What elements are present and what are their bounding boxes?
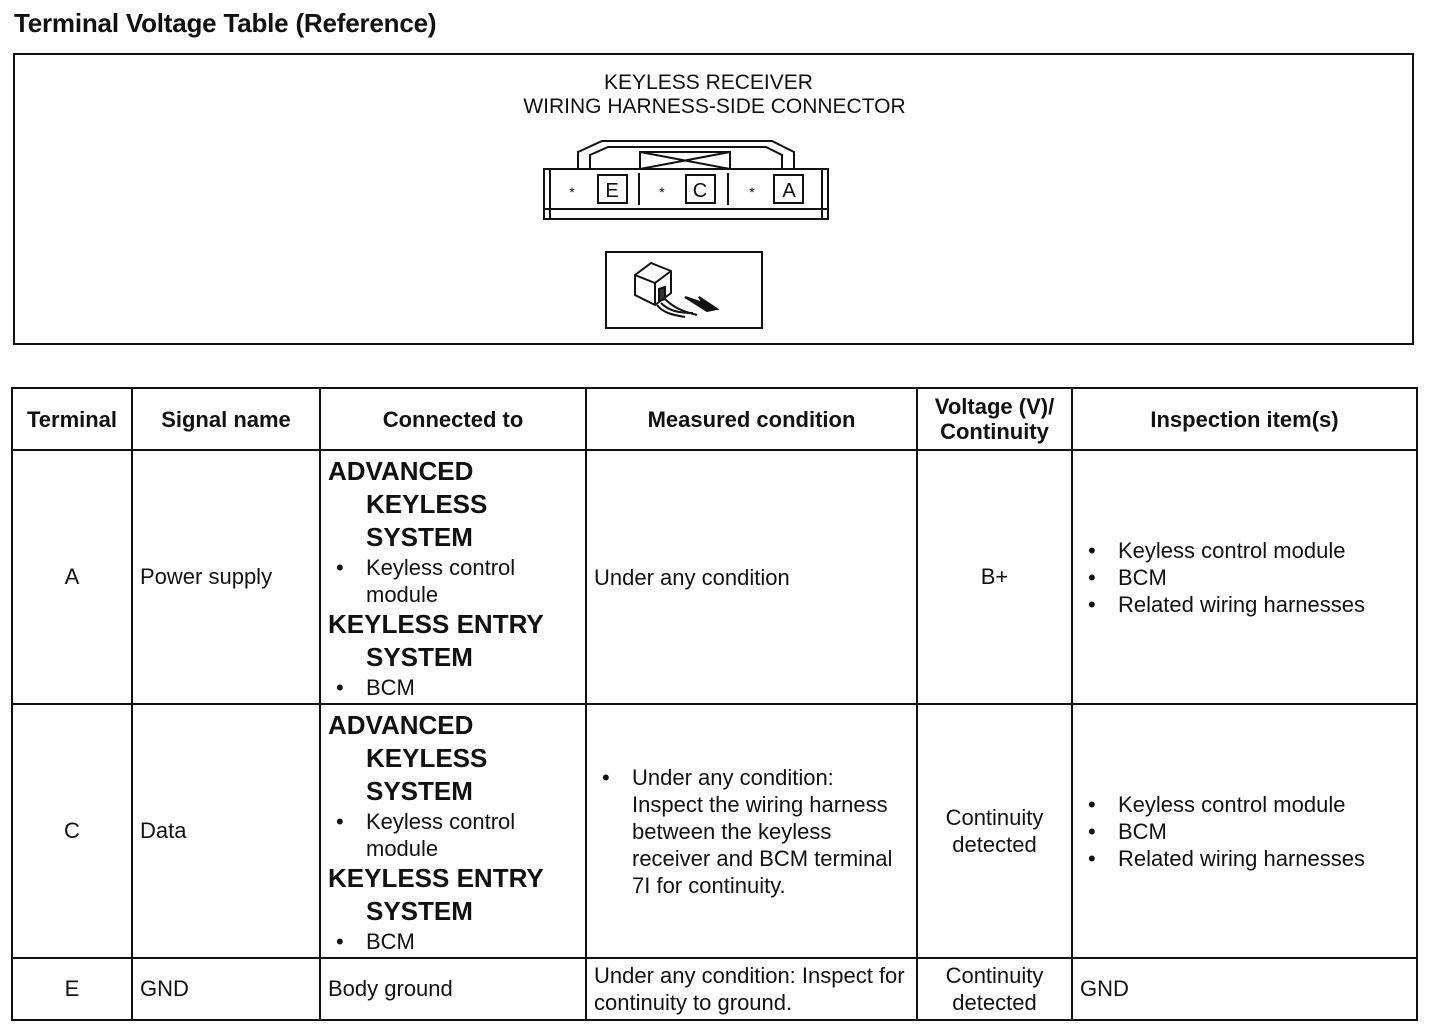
list-item: • Keyless control module <box>1080 791 1409 818</box>
header-inspection-items: Inspection item(s) <box>1072 388 1417 450</box>
header-measured-condition: Measured condition <box>586 388 917 450</box>
system-name: KEYLESS ENTRY SYSTEM <box>328 863 544 926</box>
list-item: • Under any condition: Inspect the wiring harness between the keyless receiver and BCM terminal 7I for continuity. <box>594 764 909 899</box>
pin-blank-1: * <box>569 184 575 200</box>
terminal-cell: A <box>12 450 132 704</box>
connected-cell <box>320 450 586 704</box>
condition-cell: Under any condition: Inspect for continuity to ground. <box>586 958 917 1020</box>
header-connected-to: Connected to <box>320 388 586 450</box>
connector-title-line1: KEYLESS RECEIVER <box>604 71 813 94</box>
signal-cell: Data <box>132 704 320 958</box>
table-row <box>12 450 1417 704</box>
pin-a: A <box>782 180 796 202</box>
value-cell: Continuity detected <box>917 704 1072 958</box>
value-cell: Continuity detected <box>917 958 1072 1020</box>
table-row <box>12 704 1417 958</box>
connector-shape <box>542 135 832 227</box>
header-terminal: Terminal <box>12 388 132 450</box>
list-item: • Keyless control module <box>1080 537 1409 564</box>
inspection-cell <box>1072 450 1417 704</box>
signal-cell: GND <box>132 958 320 1020</box>
condition-cell: Under any condition <box>586 450 917 704</box>
inspection-cell <box>1072 704 1417 958</box>
list-item: • Related wiring harnesses <box>1080 591 1409 618</box>
pin-blank-3: * <box>749 184 755 200</box>
connected-cell: Body ground <box>320 958 586 1020</box>
system-name: KEYLESS ENTRY SYSTEM <box>328 609 544 672</box>
condition-cell <box>586 704 917 958</box>
list-item: • BCM <box>328 928 578 955</box>
terminal-cell: E <box>12 958 132 1020</box>
view-direction-icon <box>605 251 763 329</box>
signal-cell: Power supply <box>132 450 320 704</box>
list-item: • BCM <box>1080 564 1409 591</box>
list-item: • Related wiring harnesses <box>1080 845 1409 872</box>
list-item: • Keyless control module <box>328 554 578 608</box>
connector-title <box>15 71 1412 119</box>
system-name: ADVANCED KEYLESS SYSTEM <box>328 710 488 806</box>
list-item: • Keyless control module <box>328 808 578 862</box>
system-name: ADVANCED KEYLESS SYSTEM <box>328 456 488 552</box>
list-item: • BCM <box>1080 818 1409 845</box>
value-cell: B+ <box>917 450 1072 704</box>
pin-e: E <box>605 180 619 202</box>
connector-title-line2: WIRING HARNESS-SIDE CONNECTOR <box>523 95 906 118</box>
header-signal-name: Signal name <box>132 388 320 450</box>
pin-blank-2: * <box>659 184 665 200</box>
table-row <box>12 958 1417 1020</box>
connector-diagram <box>13 53 1414 345</box>
inspection-cell: GND <box>1072 958 1417 1020</box>
pin-c: C <box>692 180 708 202</box>
list-item: • BCM <box>328 674 578 701</box>
page-title: Terminal Voltage Table (Reference) <box>14 8 437 38</box>
table-header-row <box>12 388 1417 450</box>
terminal-voltage-table <box>11 387 1418 1021</box>
terminal-cell: C <box>12 704 132 958</box>
header-voltage-continuity: Voltage (V)/ Continuity <box>917 388 1072 450</box>
connected-cell <box>320 704 586 958</box>
